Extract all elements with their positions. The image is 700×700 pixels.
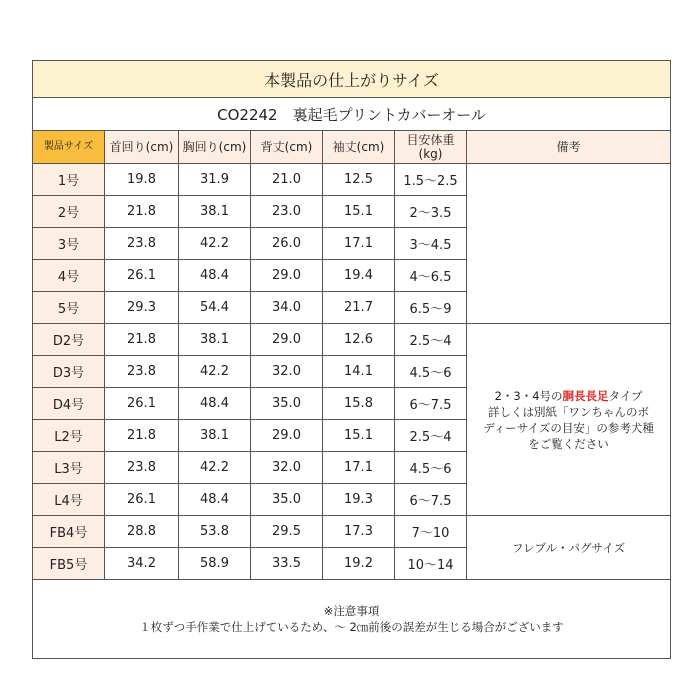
cell-neck: 21.8: [105, 196, 179, 228]
table-row: [33, 164, 671, 196]
cell-chest: 53.8: [179, 516, 251, 548]
cell-size: 5号: [33, 292, 105, 324]
cell-sleeve: 15.8: [323, 388, 395, 420]
chart-title: 本製品の仕上がりサイズ: [33, 61, 671, 98]
cell-weight: 2〜3.5: [395, 196, 467, 228]
size-table: [32, 60, 671, 659]
cell-back-length: 29.0: [251, 260, 323, 292]
cell-neck: 21.8: [105, 324, 179, 356]
cell-size: L2号: [33, 420, 105, 452]
cell-sleeve: 19.3: [323, 484, 395, 516]
cell-neck: 26.1: [105, 260, 179, 292]
cell-weight: 6.5〜9: [395, 292, 467, 324]
cell-chest: 31.9: [179, 164, 251, 196]
cell-back-length: 32.0: [251, 452, 323, 484]
table-row: [33, 324, 671, 356]
remarks-dl-line1-post: タイプ: [608, 388, 643, 403]
cell-neck: 19.8: [105, 164, 179, 196]
header-weight-unit: (kg): [418, 147, 443, 161]
remarks-dl: [467, 324, 671, 516]
cell-weight: 4〜6.5: [395, 260, 467, 292]
cell-sleeve: 17.1: [323, 452, 395, 484]
header-neck: 首回り(cm): [105, 131, 179, 164]
cell-size: L4号: [33, 484, 105, 516]
cell-back-length: 26.0: [251, 228, 323, 260]
cell-neck: 21.8: [105, 420, 179, 452]
cell-size: FB4号: [33, 516, 105, 548]
cell-back-length: 23.0: [251, 196, 323, 228]
cell-back-length: 32.0: [251, 356, 323, 388]
cell-chest: 48.4: [179, 260, 251, 292]
cell-size: 4号: [33, 260, 105, 292]
cell-chest: 38.1: [179, 420, 251, 452]
cell-chest: 38.1: [179, 196, 251, 228]
cell-sleeve: 17.1: [323, 228, 395, 260]
cell-weight: 6〜7.5: [395, 484, 467, 516]
cell-back-length: 29.5: [251, 516, 323, 548]
remarks-dl-line1: [471, 388, 666, 404]
cell-neck: 23.8: [105, 356, 179, 388]
remarks-dl-line3: ディーサイズの目安」の参考犬種: [483, 420, 654, 435]
cell-sleeve: 15.1: [323, 420, 395, 452]
cell-chest: 42.2: [179, 228, 251, 260]
cell-size: L3号: [33, 452, 105, 484]
cell-sleeve: 12.6: [323, 324, 395, 356]
footer-heading: ※注意事項: [323, 604, 380, 618]
cell-chest: 42.2: [179, 356, 251, 388]
header-weight: [395, 131, 467, 164]
cell-sleeve: 14.1: [323, 356, 395, 388]
cell-neck: 28.8: [105, 516, 179, 548]
cell-size: FB5号: [33, 548, 105, 580]
table-row: [33, 516, 671, 548]
cell-back-length: 29.0: [251, 324, 323, 356]
cell-back-length: 35.0: [251, 484, 323, 516]
cell-sleeve: 19.2: [323, 548, 395, 580]
cell-weight: 4.5〜6: [395, 452, 467, 484]
cell-size: D4号: [33, 388, 105, 420]
cell-neck: 29.3: [105, 292, 179, 324]
cell-back-length: 33.5: [251, 548, 323, 580]
cell-sleeve: 12.5: [323, 164, 395, 196]
table-body: [33, 164, 671, 580]
header-size: 製品サイズ: [33, 131, 105, 164]
cell-neck: 26.1: [105, 484, 179, 516]
cell-neck: 23.8: [105, 452, 179, 484]
header-back-length: 背丈(cm): [251, 131, 323, 164]
remarks-dl-line4: をご覧ください: [528, 436, 609, 451]
size-chart: [32, 60, 670, 659]
cell-size: D3号: [33, 356, 105, 388]
remarks-fb: フレブル・パグサイズ: [467, 516, 671, 580]
header-remarks: 備考: [467, 131, 671, 164]
product-name: CO2242 裏起毛プリントカバーオール: [33, 98, 671, 131]
cell-weight: 2.5〜4: [395, 324, 467, 356]
cell-sleeve: 15.1: [323, 196, 395, 228]
cell-size: 2号: [33, 196, 105, 228]
cell-size: 1号: [33, 164, 105, 196]
remarks-standard: [467, 164, 671, 324]
remarks-dl-line1-pre: 2・3・4号の: [494, 388, 563, 403]
cell-weight: 3〜4.5: [395, 228, 467, 260]
cell-chest: 54.4: [179, 292, 251, 324]
cell-chest: 48.4: [179, 484, 251, 516]
cell-back-length: 35.0: [251, 388, 323, 420]
cell-chest: 38.1: [179, 324, 251, 356]
header-chest: 胸回り(cm): [179, 131, 251, 164]
cell-weight: 6〜7.5: [395, 388, 467, 420]
header-sleeve: 袖丈(cm): [323, 131, 395, 164]
cell-neck: 23.8: [105, 228, 179, 260]
footer-notice: [33, 580, 671, 659]
cell-weight: 2.5〜4: [395, 420, 467, 452]
header-weight-label: 目安体重: [406, 133, 455, 147]
cell-weight: 4.5〜6: [395, 356, 467, 388]
remarks-dl-highlight: 胴長長足: [562, 388, 609, 403]
cell-back-length: 29.0: [251, 420, 323, 452]
cell-chest: 42.2: [179, 452, 251, 484]
remarks-dl-line2: 詳しくは別紙「ワンちゃんのボ: [488, 404, 650, 419]
footer-text: １枚ずつ手作業で仕上げているため、～ 2㎝前後の誤差が生じる場合がございます: [139, 620, 564, 634]
cell-weight: 10〜14: [395, 548, 467, 580]
cell-back-length: 34.0: [251, 292, 323, 324]
cell-sleeve: 19.4: [323, 260, 395, 292]
cell-chest: 48.4: [179, 388, 251, 420]
cell-weight: 1.5〜2.5: [395, 164, 467, 196]
cell-sleeve: 21.7: [323, 292, 395, 324]
cell-chest: 58.9: [179, 548, 251, 580]
cell-weight: 7〜10: [395, 516, 467, 548]
cell-sleeve: 17.3: [323, 516, 395, 548]
cell-neck: 34.2: [105, 548, 179, 580]
cell-back-length: 21.0: [251, 164, 323, 196]
cell-size: D2号: [33, 324, 105, 356]
cell-size: 3号: [33, 228, 105, 260]
cell-neck: 26.1: [105, 388, 179, 420]
